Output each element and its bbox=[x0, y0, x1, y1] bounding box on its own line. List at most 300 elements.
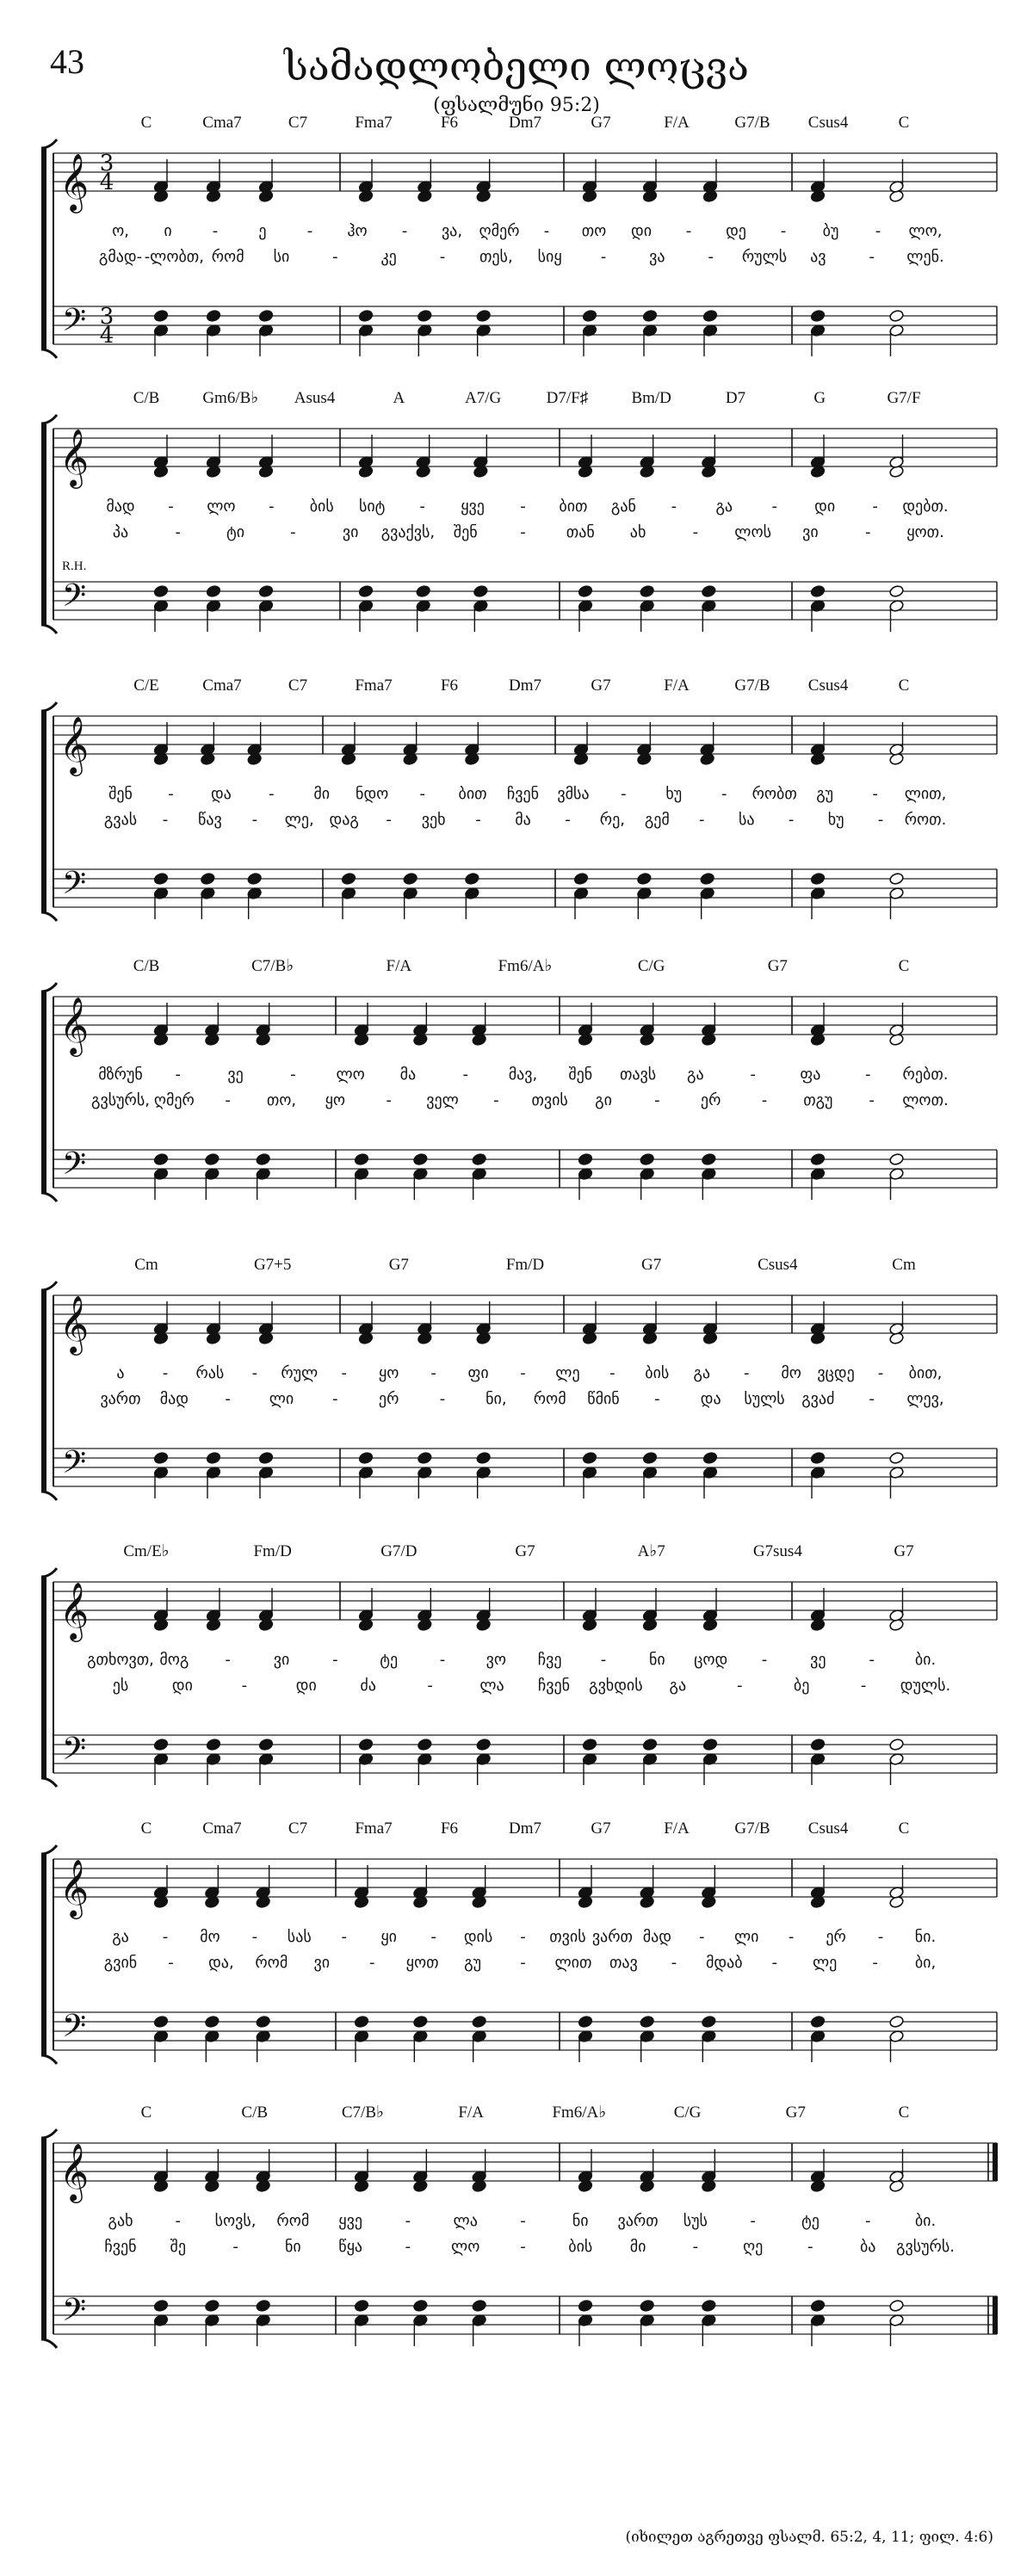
lyric-syllable: - bbox=[877, 1364, 884, 1382]
time-sig-top: 3 bbox=[99, 304, 114, 330]
note-head bbox=[472, 2015, 487, 2028]
note-head bbox=[354, 2299, 369, 2312]
lyric-syllable: - bbox=[543, 222, 550, 240]
chord-symbol: G7 bbox=[388, 1256, 409, 1274]
rh-marking: R.H. bbox=[62, 559, 87, 573]
lyric-syllable: - bbox=[419, 785, 425, 803]
chord-symbol: Cm/E♭ bbox=[123, 1542, 170, 1560]
system-bracket bbox=[41, 1290, 46, 1492]
chord-symbol: Fm/D bbox=[505, 1256, 545, 1274]
lyric-syllable: რობთ bbox=[752, 785, 797, 803]
lyric-syllable: ყო bbox=[325, 1091, 346, 1109]
lyric-syllable: - bbox=[386, 811, 392, 829]
lyric-syllable: - bbox=[493, 1091, 499, 1109]
chord-symbol: Cm bbox=[134, 1256, 158, 1274]
bracket-hook bbox=[41, 983, 57, 991]
lyric-syllable: მდაბ bbox=[705, 1954, 743, 1972]
lyric-syllable: დულს. bbox=[900, 1677, 951, 1695]
lyric-syllable: და bbox=[700, 1390, 721, 1408]
lyric-syllable: სი bbox=[273, 248, 290, 266]
note-head bbox=[810, 872, 826, 885]
chord-symbol: C bbox=[898, 676, 910, 695]
treble-clef-icon: 𝄞 bbox=[59, 715, 90, 774]
lyric-syllable: ლი bbox=[269, 1390, 294, 1408]
lyric-syllable: სას bbox=[287, 1928, 312, 1946]
lyric-syllable: გვაძ bbox=[801, 1390, 835, 1408]
bracket-hook bbox=[41, 2339, 57, 2348]
bracket-hook bbox=[41, 912, 57, 921]
note-head bbox=[358, 584, 374, 597]
lyric-syllable: გა bbox=[715, 497, 733, 516]
lyric-syllable: - bbox=[251, 1928, 258, 1946]
chord-symbol: C7/B♭ bbox=[341, 2103, 384, 2122]
lyric-syllable: შენ bbox=[453, 523, 478, 541]
lyric-syllable: ბის bbox=[309, 497, 334, 516]
lyric-syllable: გვაქვს, bbox=[380, 523, 436, 541]
lyric-syllable: ლე bbox=[812, 1954, 838, 1972]
lyric-syllable: - bbox=[232, 2238, 238, 2256]
chord-symbol: G7 bbox=[515, 1542, 535, 1560]
chord-symbol: Cm bbox=[892, 1256, 916, 1274]
lyric-syllable: - bbox=[419, 497, 425, 516]
note-head bbox=[582, 309, 597, 322]
note-head bbox=[640, 2299, 655, 2312]
note-head bbox=[476, 1451, 492, 1464]
lyric-syllable: - bbox=[565, 811, 571, 829]
lyric-syllable: ლით, bbox=[904, 785, 947, 803]
lyric-syllable: ტე bbox=[380, 1651, 399, 1669]
lyric-syllable: - bbox=[225, 1651, 231, 1669]
bass-clef-icon: 𝄢 bbox=[61, 2292, 87, 2336]
lyric-syllable: - bbox=[290, 1066, 296, 1084]
bass-clef-icon: 𝄢 bbox=[61, 2008, 87, 2052]
note-head bbox=[889, 1152, 905, 1165]
lyric-syllable: სიტ bbox=[358, 497, 386, 516]
lyric-syllable: ღმერ bbox=[153, 1091, 195, 1109]
lyric-syllable: ჩვენ bbox=[104, 2238, 137, 2256]
lyric-syllable: მა bbox=[399, 1066, 417, 1084]
time-sig-bottom: 4 bbox=[99, 323, 114, 349]
lyric-syllable: მი bbox=[629, 2238, 646, 2256]
lyric-syllable: გა bbox=[669, 1677, 687, 1695]
treble-clef-icon: 𝄞 bbox=[59, 1581, 90, 1640]
chord-symbol: F6 bbox=[440, 676, 459, 695]
lyric-syllable: რას bbox=[195, 1364, 225, 1382]
lyric-syllable: ბით bbox=[458, 785, 487, 803]
lyric-syllable: თან bbox=[566, 523, 595, 541]
lyric-syllable: - bbox=[386, 1091, 392, 1109]
final-barline-thick bbox=[993, 2296, 998, 2334]
lyric-syllable: - bbox=[332, 1651, 338, 1669]
bracket-hook bbox=[41, 1778, 57, 1787]
lyric-syllable: ტე bbox=[801, 2212, 820, 2230]
lyric-syllable: ლოთ. bbox=[902, 1091, 949, 1109]
lyric-syllable: ყვე bbox=[461, 497, 485, 516]
lyric-syllable: გთხოვთ, bbox=[87, 1651, 154, 1669]
note-head bbox=[889, 2015, 905, 2028]
lyric-syllable: ბუ bbox=[822, 222, 839, 240]
time-sig-top: 3 bbox=[99, 151, 114, 176]
lyric-syllable: გან bbox=[610, 497, 636, 516]
lyric-syllable: ვი bbox=[313, 1954, 331, 1972]
lyric-syllable: რომ bbox=[255, 1954, 288, 1972]
note-head bbox=[153, 1738, 169, 1751]
lyric-syllable: - bbox=[750, 2212, 756, 2230]
lyric-syllable: გი bbox=[595, 1091, 612, 1109]
lyric-syllable: ერ bbox=[700, 1091, 721, 1109]
chord-symbol: F/A bbox=[458, 2103, 484, 2122]
chord-symbol: Csus4 bbox=[807, 676, 849, 695]
bracket-hook bbox=[41, 349, 57, 358]
lyric-syllable: - bbox=[780, 222, 787, 240]
bracket-hook bbox=[41, 625, 57, 633]
chord-symbol: G7 bbox=[767, 957, 788, 975]
note-head bbox=[204, 2015, 220, 2028]
chord-symbol: Fm6/A♭ bbox=[498, 957, 553, 975]
lyric-syllable: მოგ bbox=[159, 1651, 189, 1669]
lyric-syllable: - bbox=[175, 2212, 182, 2230]
bracket-hook bbox=[41, 1282, 57, 1290]
lyric-syllable: სუს bbox=[683, 2212, 708, 2230]
note-head bbox=[417, 1451, 432, 1464]
lyric-syllable: მად bbox=[159, 1390, 189, 1408]
chord-symbol: C/E bbox=[133, 676, 159, 695]
note-head bbox=[702, 309, 718, 322]
note-head bbox=[889, 1451, 905, 1464]
note-head bbox=[206, 584, 221, 597]
chord-symbol: Cma7 bbox=[202, 1819, 242, 1838]
lyric-syllable: - bbox=[405, 2212, 411, 2230]
note-head bbox=[476, 1738, 492, 1751]
note-head bbox=[573, 872, 589, 885]
lyric-syllable: ლო bbox=[336, 1066, 365, 1084]
lyric-syllable: ღმერ bbox=[479, 222, 520, 240]
note-head bbox=[578, 2299, 593, 2312]
note-head bbox=[412, 2299, 428, 2312]
chord-symbol: G bbox=[813, 389, 826, 407]
chord-symbol: D7 bbox=[725, 389, 746, 407]
lyric-syllable: - bbox=[332, 248, 338, 266]
lyric-syllable: - bbox=[869, 1651, 875, 1669]
lyric-syllable: მო bbox=[781, 1364, 801, 1382]
note-head bbox=[889, 309, 905, 322]
lyric-syllable: გვსურს. bbox=[896, 2238, 955, 2256]
chord-symbol: F6 bbox=[440, 114, 459, 132]
lyric-syllable: ნი bbox=[284, 2238, 301, 2256]
lyric-syllable: - bbox=[671, 1954, 677, 1972]
lyric-syllable: ჩვე bbox=[537, 1651, 562, 1669]
lyric-syllable: წავ bbox=[198, 811, 222, 829]
lyric-syllable: - bbox=[306, 222, 313, 240]
lyric-syllable: - bbox=[520, 2238, 526, 2256]
lyric-syllable: - bbox=[877, 811, 884, 829]
lyric-syllable: - bbox=[520, 1928, 526, 1946]
note-head bbox=[206, 1738, 221, 1751]
bass-clef-icon: 𝄢 bbox=[61, 1731, 87, 1775]
chord-symbol: C bbox=[898, 114, 910, 132]
lyric-syllable: დებთ. bbox=[902, 497, 949, 516]
chord-symbol: G7/F bbox=[887, 389, 921, 407]
lyric-syllable: და bbox=[210, 785, 232, 803]
lyric-syllable: - bbox=[771, 497, 777, 516]
note-head bbox=[258, 1451, 274, 1464]
system-bracket bbox=[41, 1577, 46, 1778]
lyric-syllable: - bbox=[341, 1364, 347, 1382]
chord-symbol: Dm7 bbox=[509, 1819, 541, 1838]
chord-symbol: C7 bbox=[288, 1819, 308, 1838]
lyric-syllable: გემ bbox=[644, 811, 670, 829]
note-head bbox=[810, 2299, 826, 2312]
lyric-syllable: ხუ bbox=[665, 785, 683, 803]
note-head bbox=[889, 2299, 905, 2312]
lyric-syllable: - bbox=[168, 785, 174, 803]
note-head bbox=[153, 1451, 169, 1464]
lyric-syllable: - bbox=[621, 785, 627, 803]
lyric-syllable: გუ bbox=[816, 785, 834, 803]
lyric-syllable: ტი bbox=[226, 523, 245, 541]
lyric-syllable: ნდო bbox=[356, 785, 389, 803]
lyric-syllable: გუ bbox=[464, 1954, 481, 1972]
note-head bbox=[358, 309, 374, 322]
chord-symbol: Asus4 bbox=[294, 389, 336, 407]
lyric-syllable: ლევ, bbox=[906, 1390, 944, 1408]
lyric-syllable: - bbox=[869, 248, 875, 266]
lyric-syllable: დის bbox=[463, 1928, 493, 1946]
lyric-syllable: - bbox=[609, 1364, 615, 1382]
chord-symbol: A♭7 bbox=[637, 1542, 665, 1560]
note-head bbox=[578, 1152, 593, 1165]
lyric-syllable: გა bbox=[687, 1066, 704, 1084]
note-head bbox=[476, 309, 492, 322]
treble-clef-icon: 𝄞 bbox=[59, 996, 90, 1054]
chord-symbol: C/B bbox=[241, 2103, 269, 2122]
lyric-syllable: - bbox=[251, 1364, 258, 1382]
scripture-reference: (ფსალმუნი 95:2) bbox=[433, 95, 600, 116]
lyric-syllable: - bbox=[872, 497, 878, 516]
note-head bbox=[810, 584, 826, 597]
lyric-syllable: ლე, bbox=[284, 811, 314, 829]
chord-symbol: Dm7 bbox=[509, 114, 541, 132]
lyric-syllable: - bbox=[771, 1954, 777, 1972]
lyric-syllable: თვის bbox=[531, 1091, 568, 1109]
lyric-syllable: - bbox=[872, 785, 878, 803]
lyric-syllable: ლე bbox=[555, 1364, 580, 1382]
note-head bbox=[640, 2015, 655, 2028]
chord-symbol: Fma7 bbox=[355, 676, 393, 695]
note-head bbox=[358, 1738, 374, 1751]
lyric-syllable: ყოთ bbox=[405, 1954, 439, 1972]
lyric-syllable: - bbox=[520, 497, 526, 516]
hymn-title: სამადლობელი ლოცვა bbox=[283, 43, 750, 90]
bass-clef-icon: 𝄢 bbox=[61, 578, 87, 621]
chord-symbol: C bbox=[140, 1819, 152, 1838]
lyric-syllable: - bbox=[699, 811, 705, 829]
lyric-syllable: - bbox=[685, 222, 692, 240]
lyric-syllable: შენ bbox=[568, 1066, 593, 1084]
chord-symbol: G7 bbox=[641, 1256, 662, 1274]
music-system bbox=[41, 1845, 997, 2064]
note-head bbox=[810, 2015, 826, 2028]
lyric-syllable: - bbox=[692, 2238, 699, 2256]
lyric-syllable: ღე bbox=[742, 2238, 764, 2256]
lyric-syllable: ბით, bbox=[908, 1364, 943, 1382]
lyric-syllable: ბე bbox=[793, 1677, 810, 1695]
note-head bbox=[578, 2015, 593, 2028]
note-head bbox=[153, 584, 169, 597]
lyric-syllable: რომ bbox=[276, 2212, 310, 2230]
lyric-syllable: შენ bbox=[108, 785, 133, 803]
lyric-syllable: ველ bbox=[426, 1091, 459, 1109]
note-head bbox=[810, 1451, 826, 1464]
chord-symbol: G7 bbox=[591, 1819, 611, 1838]
lyric-syllable: - bbox=[708, 248, 714, 266]
lyric-syllable: - bbox=[860, 1677, 867, 1695]
lyric-syllable: ავ bbox=[810, 248, 826, 266]
note-head bbox=[354, 1152, 369, 1165]
lyric-syllable: - bbox=[269, 497, 275, 516]
lyric-syllable: ბი. bbox=[914, 1651, 937, 1669]
lyric-syllable: - bbox=[864, 2212, 871, 2230]
chord-symbol: Fm/D bbox=[253, 1542, 292, 1560]
note-head bbox=[473, 584, 488, 597]
chord-symbol: G7/D bbox=[380, 1542, 418, 1560]
note-head bbox=[403, 872, 418, 885]
system-bracket bbox=[41, 2138, 46, 2339]
note-head bbox=[582, 1451, 597, 1464]
lyric-syllable: - bbox=[175, 523, 182, 541]
lyric-syllable: გა bbox=[693, 1364, 711, 1382]
lyric-syllable: მად bbox=[642, 1928, 671, 1946]
lyric-syllable: ნი. bbox=[914, 1928, 937, 1946]
lyric-syllable: - bbox=[368, 1954, 375, 1972]
lyric-syllable: სოვს, bbox=[214, 2212, 257, 2230]
system-bracket bbox=[41, 991, 46, 1193]
lyric-syllable: გახ bbox=[108, 2212, 133, 2230]
lyric-syllable: ბი, bbox=[914, 1954, 937, 1972]
lyric-syllable: ნი bbox=[648, 1651, 665, 1669]
bracket-hook bbox=[41, 1845, 57, 1854]
note-head bbox=[889, 584, 905, 597]
lyric-syllable: - bbox=[401, 222, 408, 240]
note-head bbox=[700, 872, 715, 885]
note-head bbox=[153, 2015, 169, 2028]
note-head bbox=[701, 1152, 716, 1165]
lyric-syllable: დი bbox=[171, 1677, 193, 1695]
chord-symbol: A7/G bbox=[464, 389, 502, 407]
lyric-syllable: - bbox=[654, 1390, 660, 1408]
lyric-syllable: თავს bbox=[619, 1066, 657, 1084]
lyric-syllable: - bbox=[869, 1091, 875, 1109]
chord-symbol: Cma7 bbox=[202, 114, 242, 132]
lyric-syllable: - bbox=[475, 811, 481, 829]
note-head bbox=[642, 309, 658, 322]
lyric-syllable: - bbox=[162, 1364, 169, 1382]
chord-symbol: G7+5 bbox=[253, 1256, 292, 1274]
note-head bbox=[640, 1152, 655, 1165]
lyric-syllable: ვი bbox=[802, 523, 819, 541]
lyric-syllable: - bbox=[462, 1066, 468, 1084]
treble-clef-icon: 𝄞 bbox=[59, 1858, 90, 1917]
chord-symbol: C bbox=[140, 2103, 152, 2122]
chord-symbol: Csus4 bbox=[807, 1819, 849, 1838]
lyric-syllable: თო, bbox=[266, 1091, 297, 1109]
lyric-syllable: - bbox=[241, 1677, 248, 1695]
chord-symbol: C bbox=[898, 957, 910, 975]
lyric-syllable: გმად- bbox=[98, 248, 143, 266]
lyric-syllable: წყა bbox=[338, 2238, 363, 2256]
chord-symbol: F/A bbox=[664, 1819, 690, 1838]
note-head bbox=[258, 309, 274, 322]
lyric-syllable: ხუ bbox=[827, 811, 844, 829]
lyric-syllable: ვო bbox=[486, 1651, 507, 1669]
lyric-syllable: ეს bbox=[112, 1677, 129, 1695]
note-head bbox=[889, 872, 905, 885]
note-head bbox=[810, 309, 826, 322]
chord-symbol: F/A bbox=[386, 957, 412, 975]
lyric-syllable: ლა bbox=[453, 2212, 478, 2230]
chord-symbol: C/G bbox=[637, 957, 665, 975]
lyric-syllable: - bbox=[212, 222, 219, 240]
bracket-hook bbox=[41, 2129, 57, 2138]
chord-symbol: D7/F♯ bbox=[546, 389, 589, 407]
chord-symbol: C/B bbox=[133, 389, 160, 407]
lyric-syllable: ლო, bbox=[908, 222, 943, 240]
lyric-syllable: ლენ. bbox=[906, 248, 944, 266]
lyric-syllable: მა bbox=[515, 811, 531, 829]
chord-symbol: C bbox=[898, 1819, 910, 1838]
lyric-syllable: პა bbox=[112, 523, 129, 541]
lyric-syllable: სულს bbox=[744, 1390, 785, 1408]
lyric-syllable: ვართ bbox=[100, 1390, 141, 1408]
lyric-syllable: ნი, bbox=[486, 1390, 507, 1408]
lyric-syllable: ლა bbox=[479, 1677, 504, 1695]
note-head bbox=[889, 1738, 905, 1751]
lyric-syllable: რულ bbox=[281, 1364, 319, 1382]
lyric-syllable: - bbox=[750, 1066, 756, 1084]
lyric-syllable: ვცდე bbox=[817, 1364, 855, 1382]
lyric-syllable: - bbox=[439, 1651, 446, 1669]
chord-symbol: C/G bbox=[673, 2103, 702, 2122]
system-bracket bbox=[41, 711, 46, 912]
treble-clef-icon: 𝄞 bbox=[59, 428, 90, 486]
lyric-syllable: შე bbox=[170, 2238, 187, 2256]
lyric-syllable: რულს bbox=[741, 248, 788, 266]
lyric-syllable: გვსურს, bbox=[91, 1091, 150, 1109]
chord-symbol: C/B bbox=[133, 957, 160, 975]
chord-symbol: Dm7 bbox=[509, 676, 541, 695]
lyric-syllable: ვართ bbox=[591, 1928, 633, 1946]
chord-symbol: G7 bbox=[591, 676, 611, 695]
lyric-syllable: - bbox=[864, 1066, 871, 1084]
chord-symbol: C bbox=[140, 114, 152, 132]
lyric-syllable: რომ bbox=[211, 248, 244, 266]
note-head bbox=[341, 872, 356, 885]
bass-clef-icon: 𝄢 bbox=[61, 1444, 87, 1488]
lyric-syllable: რომ bbox=[533, 1390, 566, 1408]
lyric-syllable: ლო bbox=[451, 2238, 480, 2256]
lyric-syllable: ვა bbox=[649, 248, 665, 266]
note-head bbox=[354, 2015, 369, 2028]
note-head bbox=[472, 1152, 487, 1165]
bracket-hook bbox=[41, 1492, 57, 1500]
lyric-syllable: სიყ bbox=[537, 248, 562, 266]
note-head bbox=[582, 1738, 597, 1751]
bracket-hook bbox=[41, 415, 57, 423]
footer-reference: (იხილეთ აგრეთვე ფსალმ. 65:2, 4, 11; ფილ. 4:6) bbox=[625, 2529, 993, 2546]
lyric-syllable: გვინ bbox=[103, 1954, 138, 1972]
lyric-syllable: - bbox=[872, 1954, 878, 1972]
lyric-syllable: - bbox=[332, 1390, 338, 1408]
